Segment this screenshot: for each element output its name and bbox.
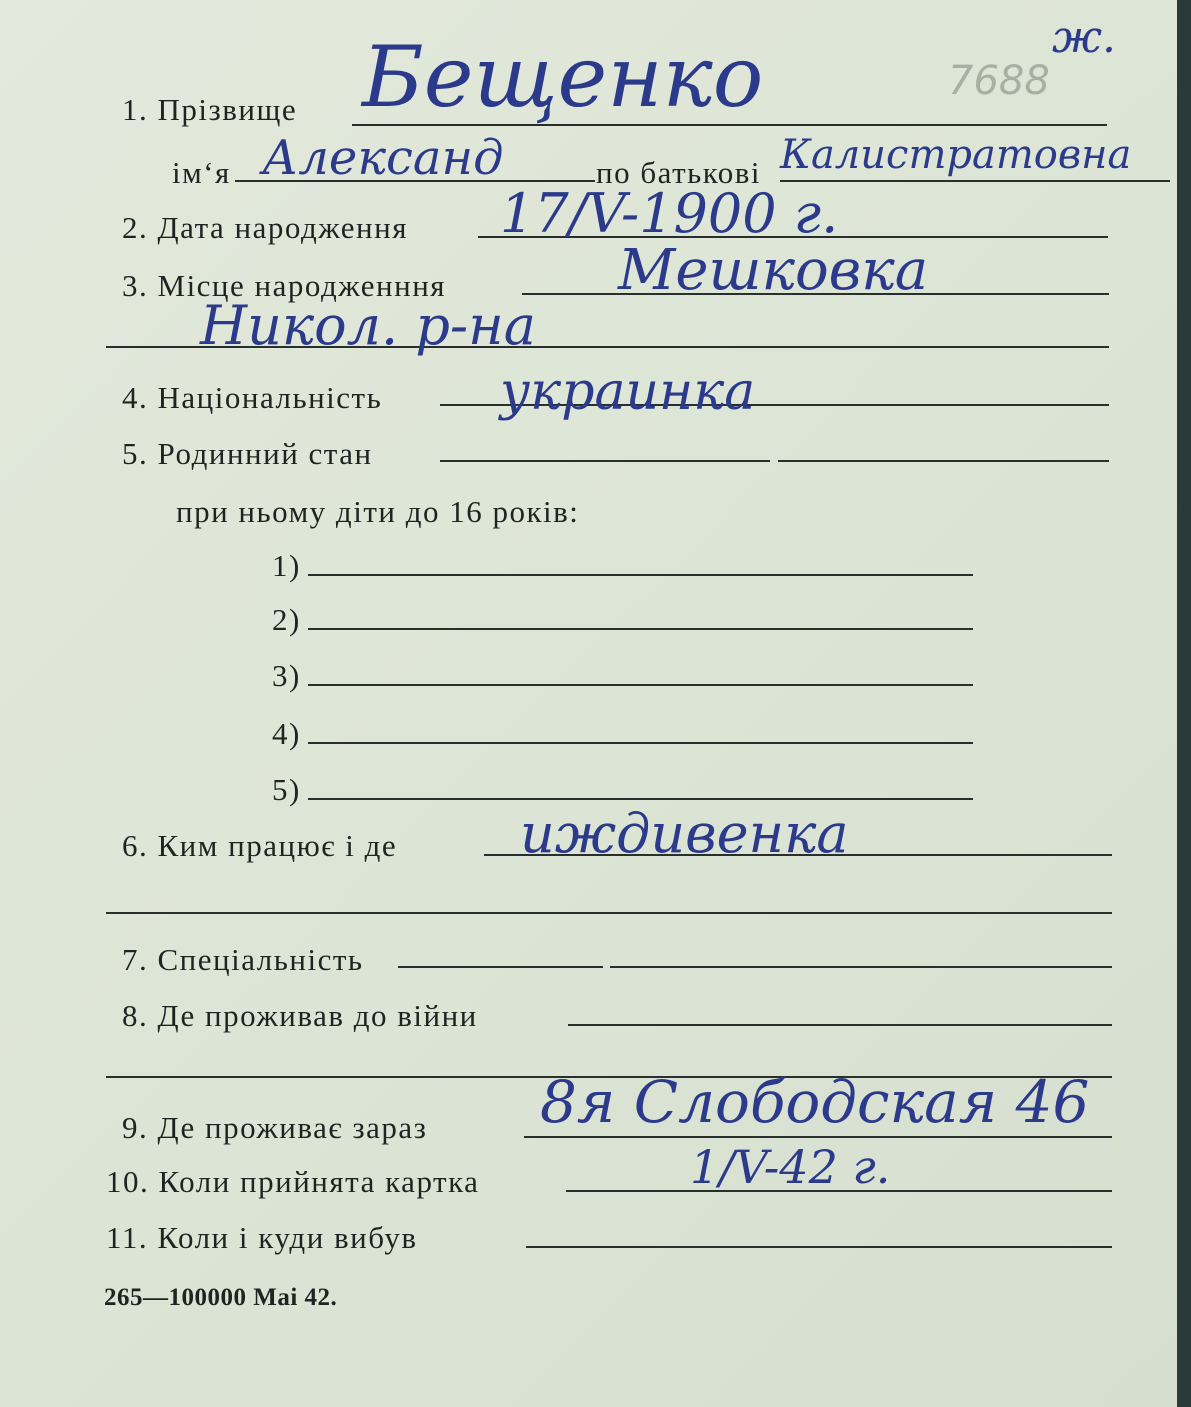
specialty-line-a: [398, 966, 603, 968]
first-name-value: Александ: [262, 130, 504, 186]
birth-date-label: 2. Дата народження: [122, 210, 408, 245]
birth-place-value-2: Никол. р-на: [200, 294, 536, 357]
corner-mark: ж.: [1052, 12, 1117, 63]
nationality-value: украинка: [500, 362, 756, 422]
child-3-label: 3): [272, 658, 301, 693]
marital-status-line-b: [778, 460, 1109, 462]
child-1-label: 1): [272, 548, 301, 583]
child-4-label: 4): [272, 716, 301, 751]
card-accepted-value: 1/V-42 г.: [690, 1140, 891, 1194]
birth-place-label: 3. Місце народженння: [122, 268, 447, 303]
surname-value: Бещенко: [362, 28, 764, 126]
birth-place-value: Мешковка: [618, 238, 929, 303]
specialty-label: 7. Спеціальність: [122, 942, 364, 977]
patronymic-line: [780, 180, 1170, 182]
card-accepted-label: 10. Коли прийнята картка: [106, 1164, 480, 1199]
departure-line: [526, 1246, 1112, 1248]
occupation-label: 6. Ким працює і де: [122, 828, 398, 863]
prewar-residence-label: 8. Де проживав до війни: [122, 998, 478, 1033]
marital-status-line-a: [440, 460, 770, 462]
current-residence-line: [524, 1136, 1112, 1138]
child-5-label: 5): [272, 772, 301, 807]
child-2-line: [308, 628, 973, 630]
prewar-residence-line: [568, 1024, 1112, 1026]
print-code: 265—100000 Mai 42.: [104, 1284, 338, 1311]
occupation-line-2: [106, 912, 1112, 914]
current-residence-value: 8я Слободская 46: [540, 1068, 1090, 1136]
children-label: при ньому діти до 16 років:: [176, 494, 580, 529]
child-3-line: [308, 684, 973, 686]
departure-label: 11. Коли і куди вибув: [106, 1220, 418, 1255]
surname-label: 1. Прізвище: [122, 92, 298, 127]
specialty-line-b: [610, 966, 1112, 968]
patronymic-label: по батькові: [596, 155, 761, 190]
first-name-label: ім‘я: [172, 155, 231, 190]
child-5-line: [308, 798, 973, 800]
current-residence-label: 9. Де проживає зараз: [122, 1110, 428, 1145]
marital-status-label: 5. Родинний стан: [122, 436, 373, 471]
nationality-label: 4. Національність: [122, 380, 383, 415]
birth-date-value: 17/V-1900 г.: [500, 182, 839, 245]
child-2-label: 2): [272, 602, 301, 637]
patronymic-value: Калистратовна: [780, 132, 1132, 178]
archive-number: 7688: [948, 58, 1050, 104]
child-4-line: [308, 742, 973, 744]
child-1-line: [308, 574, 973, 576]
occupation-value: иждивенка: [520, 802, 849, 865]
